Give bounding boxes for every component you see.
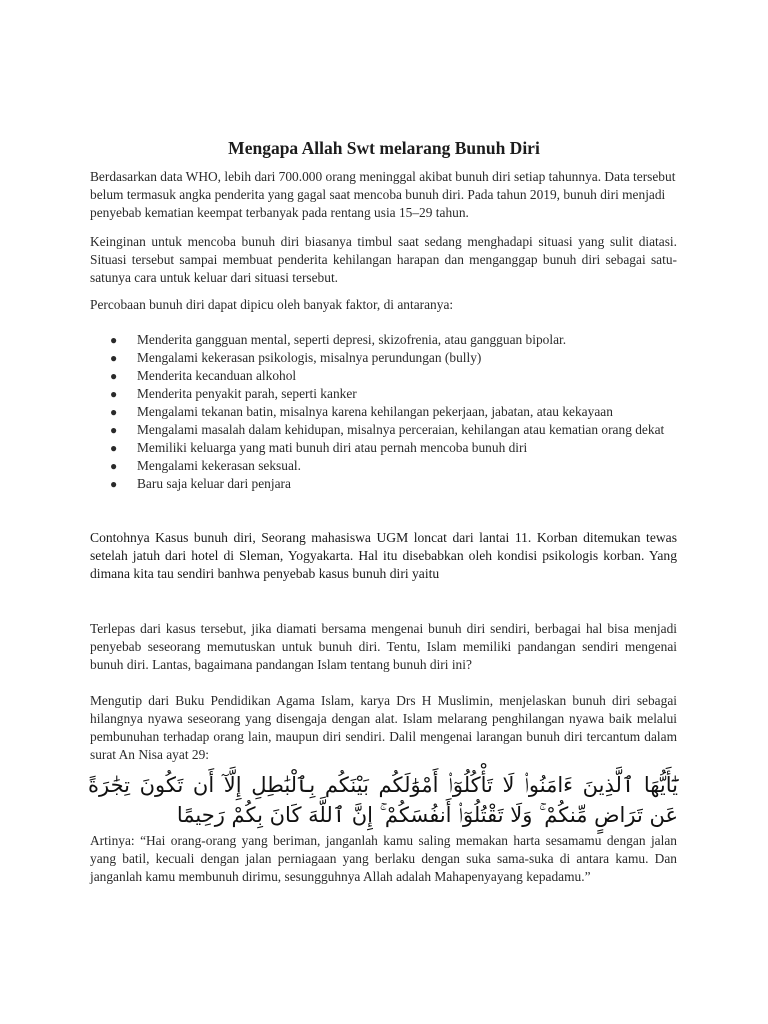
document-title: Mengapa Allah Swt melarang Bunuh Diri [228,138,540,158]
list-item: ● Mengalami tekanan batin, misalnya karena kehilangan pekerjaan, jabatan, atau kekayaan [110,404,613,419]
paragraph-quote-source: Mengutip dari Buku Pendidikan Agama Islam, karya Drs H Muslimin, menjelaskan bunuh diri sebagai hilangnya nyawa seseorang yang disengaja dengan alat. Islam melarang penghilangan nyawa baik melalui pembunuhan terhadap orang lain, maupun diri sendiri. Dalil mengenai larangan bunuh diri tercantum dalam surat An Nisa ayat 29: [90,693,677,762]
bullet-icon: ● [110,333,118,347]
paragraph-factors-intro: Percobaan bunuh diri dapat dipicu oleh banyak faktor, di antaranya: [90,297,454,312]
list-item: ● Mengalami masalah dalam kehidupan, misalnya perceraian, kehilangan atau kematian orang dekat [110,422,665,437]
bullet-icon: ● [110,405,118,419]
list-item: ● Menderita gangguan mental, seperti depresi, skizofrenia, atau gangguan bipolar. [110,332,567,347]
paragraph-who-data: Berdasarkan data WHO, lebih dari 700.000 orang meninggal akibat bunuh diri setiap tahunnya. Data tersebut belum termasuk angka penderita yang gagal saat mencoba bunuh diri. Pada tahun 2019, bunuh diri menjadi penyebab kematian keempat terbanyak pada rentang usia 15–29 tahun. [90,169,676,220]
list-item: ● Mengalami kekerasan psikologis, misalnya perundungan (bully) [110,350,482,365]
list-item: ● Baru saja keluar dari penjara [110,476,291,491]
paragraph-islam-view: Terlepas dari kasus tersebut, jika diamati bersama mengenai bunuh diri sendiri, berbagai hal bisa menjadi penyebab seseorang memutuskan untuk bunuh diri. Tentu, Islam memiliki pandangan sendiri mengenai bunuh diri. Lantas, bagaimana pandangan Islam tentang bunuh diri ini? [90,621,677,672]
bullet-icon: ● [110,477,118,491]
bullet-icon: ● [110,351,118,365]
bullet-icon: ● [110,423,118,437]
list-item: ● Menderita penyakit parah, seperti kanker [110,386,357,401]
bullet-icon: ● [110,441,118,455]
paragraph-translation: Artinya: “Hai orang-orang yang beriman, janganlah kamu saling memakan harta sesamamu dengan jalan yang batil, kecuali dengan jalan perniagaan yang berlaku dengan suka sama-suka di antara kamu. Dan janganlah kamu membunuh dirimu, sesungguhnya Allah adalah Mahapenyayang kepadamu.” [90,833,677,884]
bullet-icon: ● [110,387,118,401]
list-item: ● Mengalami kekerasan seksual. [110,458,301,473]
bullet-icon: ● [110,369,118,383]
factors-list [90,331,677,493]
list-item: ● Menderita kecanduan alkohol [110,368,297,383]
arabic-verse: يَٰٓأَيُّهَا ٱلَّذِينَ ءَامَنُوا۟ لَا تَأْكُلُوٓا۟ أَمْوَٰلَكُم بَيْنَكُم بِٱلْبَٰطِلِ إِلَّآ أَن تَكُونَ تِجَٰرَةً عَن تَرَاضٍ مِّنكُمْ ۚ وَلَا تَقْتُلُوٓا۟ أَنفُسَكُمْ ۚ إِنَّ ٱللَّهَ كَانَ بِكُمْ رَحِيمًا [88,773,678,827]
bullet-icon: ● [110,459,118,473]
paragraph-case-example: Contohnya Kasus bunuh diri, Seorang mahasiswa UGM loncat dari lantai 11. Korban ditemukan tewas setelah jatuh dari hotel di Sleman, Yogyakarta. Hal itu disebabkan oleh kondisi psikologis korban. Yang dimana kita tau sendiri banhwa penyebab kasus bunuh diri yaitu [90,530,677,581]
list-item: ● Memiliki keluarga yang mati bunuh diri atau pernah mencoba bunuh diri [110,440,528,455]
paragraph-situation: Keinginan untuk mencoba bunuh diri biasanya timbul saat sedang menghadapi situasi yang sulit diatasi. Situasi tersebut sampai membuat penderita kehilangan harapan dan menganggap bunuh diri sebagai satu-satunya cara untuk keluar dari situasi tersebut. [90,234,677,285]
